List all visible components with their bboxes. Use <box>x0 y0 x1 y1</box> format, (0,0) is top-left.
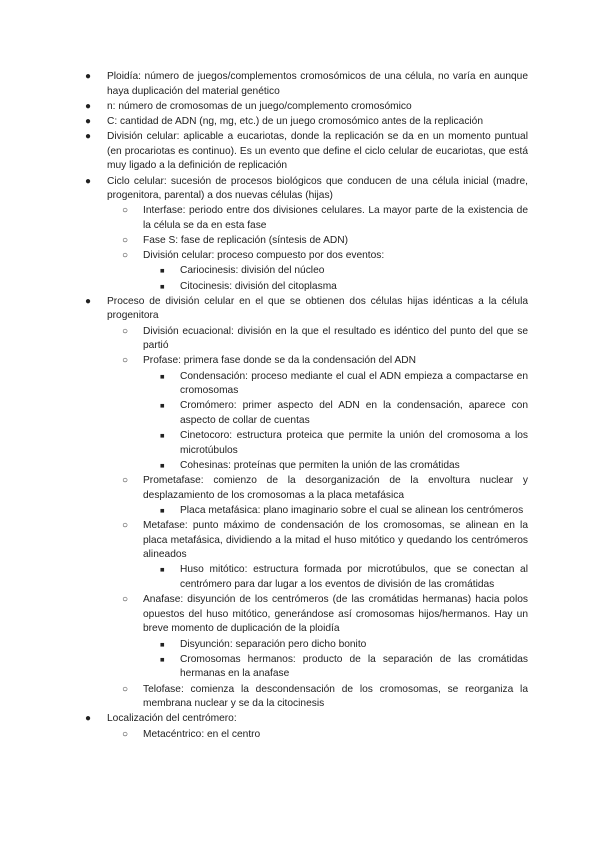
list-item-text: Cromosomas hermanos: producto de la separación de las cromátidas hermanas en la anafase <box>180 653 528 680</box>
bullet-icon: ■ <box>160 565 165 575</box>
list-item-text: Ploidía: número de juegos/complementos cromosómicos de una célula, no varía en aunque haya duplicación del material genético <box>107 71 528 97</box>
list-item-level-1 <box>85 115 528 130</box>
list-item-text: Proceso de división celular en el que se obtienen dos células hijas idénticas a la célula progenitora <box>107 295 528 322</box>
list-item-level-2 <box>122 728 528 743</box>
list-item-text: Anafase: disyunción de los centrómeros (de las cromátidas hermanas) hacia polos opuestos del huso mitótico, generándose así cromosomas hijos/hermanos. Hay un breve momento de duplicación de la ploidía <box>143 594 528 635</box>
list-item-text: Cromómero: primer aspecto del ADN en la condensación, aparece con aspecto de collar de cuentas <box>180 400 528 426</box>
bullet-icon: ○ <box>122 235 129 247</box>
bullet-icon: ● <box>85 71 92 82</box>
bullet-icon: ■ <box>160 281 165 291</box>
list-item-level-1 <box>85 712 528 727</box>
list-item-text: Prometafase: comienzo de la desorganización de la envoltura nuclear y desplazamiento de los cromosomas a la placa metafásica <box>143 475 528 501</box>
list-item-level-1 <box>85 175 528 204</box>
list-item-level-2 <box>122 474 528 503</box>
list-item-level-2 <box>122 683 528 712</box>
bullet-icon: ■ <box>160 431 165 441</box>
list-item-text: Telofase: comienza la descondensación de los cromosomas, se reorganiza la membrana nuclear y se da la citocinesis <box>143 683 528 710</box>
list-item-text: Placa metafásica: plano imaginario sobre el cual se alinean los centrómeros <box>180 504 524 516</box>
list-item-text: Huso mitótico: estructura formada por microtúbulos, que se conectan al centrómero para dar lugar a los eventos de división de las cromátidas <box>180 564 528 591</box>
list-item-text: Condensación: proceso mediante el cual el ADN empieza a compactarse en cromosomas <box>180 370 528 397</box>
list-item-level-1 <box>85 70 528 99</box>
bullet-icon: ● <box>85 115 92 127</box>
list-item-level-1 <box>85 100 528 115</box>
list-item-level-2 <box>122 234 528 249</box>
bullet-icon: ○ <box>122 205 129 217</box>
list-item-text: n: número de cromosomas de un juego/complemento cromosómico <box>107 100 412 112</box>
bullet-icon: ■ <box>160 505 165 515</box>
list-item-level-3 <box>160 370 528 399</box>
list-item-level-3 <box>160 638 528 653</box>
bullet-icon: ■ <box>160 639 165 649</box>
list-item-text: División celular: proceso compuesto por dos eventos: <box>143 250 385 262</box>
bullet-icon: ■ <box>160 460 165 470</box>
list-item-text: Cariocinesis: división del núcleo <box>180 265 325 277</box>
list-item-text: Profase: primera fase donde se da la condensación del ADN <box>143 355 416 367</box>
list-item-text: Ciclo celular: sucesión de procesos biológicos que conducen de una célula inicial (madre, progenitora, parental) a dos nuevas células (hijas) <box>107 175 528 202</box>
list-item-level-2 <box>122 354 528 369</box>
bullet-icon: ○ <box>122 520 129 532</box>
list-item-level-3 <box>160 459 528 474</box>
list-item-text: Metacéntrico: en el centro <box>143 728 261 740</box>
bullet-icon: ○ <box>122 594 129 606</box>
bullet-icon: ● <box>85 295 92 307</box>
bullet-icon: ○ <box>122 683 129 695</box>
bullet-icon: ● <box>85 100 92 112</box>
list-item-level-3 <box>160 653 528 682</box>
list-item-level-2 <box>122 325 528 354</box>
list-item-level-3 <box>160 280 528 295</box>
list-item-text: Citocinesis: división del citoplasma <box>180 280 337 292</box>
list-item-level-3 <box>160 429 528 458</box>
list-item-level-2 <box>122 519 528 563</box>
list-item-level-3 <box>160 563 528 592</box>
notes-bullet-list <box>0 70 600 742</box>
list-item-text: Localización del centrómero: <box>107 713 237 725</box>
bullet-icon: ○ <box>122 475 129 487</box>
bullet-icon: ○ <box>122 250 129 262</box>
list-item-level-2 <box>122 249 528 264</box>
bullet-icon: ○ <box>122 355 129 367</box>
list-item-level-2 <box>122 204 528 233</box>
list-item-level-3 <box>160 504 528 519</box>
list-item-level-1 <box>85 130 528 174</box>
list-item-text: Cohesinas: proteínas que permiten la unión de las cromátidas <box>180 459 460 471</box>
list-item-text: Disyunción: separación pero dicho bonito <box>180 638 367 650</box>
bullet-icon: ■ <box>160 654 165 664</box>
bullet-icon: ● <box>85 713 92 725</box>
list-item-text: División celular: aplicable a eucariotas, donde la replicación se da en un momento puntual (en procariotas es continuo). Es un evento que define el ciclo celular de eucariotas, que está muy ligado a la definición de replicación <box>107 131 528 172</box>
list-item-text: Fase S: fase de replicación (síntesis de ADN) <box>143 235 348 247</box>
list-item-level-2 <box>122 593 528 637</box>
list-item-level-3 <box>160 399 528 428</box>
bullet-icon: ○ <box>122 325 129 337</box>
list-item-text: Interfase: periodo entre dos divisiones celulares. La mayor parte de la existencia de la célula se da en esta fase <box>143 205 528 231</box>
list-item-level-3 <box>160 264 528 279</box>
list-item-text: División ecuacional: división en la que el resultado es idéntico del punto del que se partió <box>143 325 528 352</box>
bullet-icon: ● <box>85 175 92 187</box>
bullet-icon: ○ <box>122 728 129 740</box>
list-item-level-1 <box>85 295 528 324</box>
bullet-icon: ■ <box>160 266 165 276</box>
list-item-text: Metafase: punto máximo de condensación de los cromosomas, se alinean en la placa metafásica, dividiendo a la mitad el huso mitótico y quedando los centrómeros alineados <box>143 520 528 561</box>
bullet-icon: ■ <box>160 401 165 411</box>
bullet-icon: ■ <box>160 371 165 381</box>
bullet-icon: ● <box>85 131 92 143</box>
list-item-text: Cinetocoro: estructura proteica que permite la unión del cromosoma a los microtúbulos <box>180 430 528 456</box>
list-item-text: C: cantidad de ADN (ng, mg, etc.) de un juego cromosómico antes de la replicación <box>107 115 484 127</box>
